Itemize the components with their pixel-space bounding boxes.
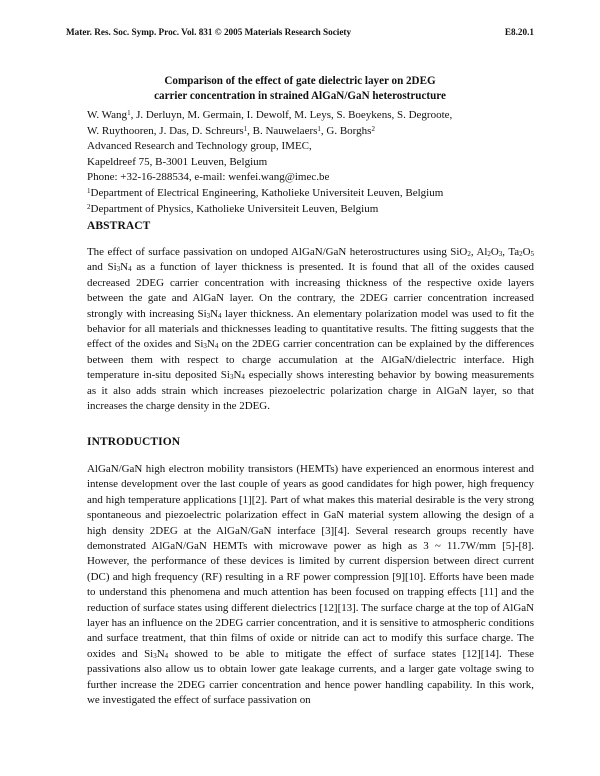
abstract-text: N <box>233 369 242 382</box>
abstract-heading: ABSTRACT <box>87 220 151 232</box>
abstract-text: O <box>490 246 499 258</box>
citation-line: Mater. Res. Soc. Symp. Proc. Vol. 831 © 2005 Materials Research Society <box>66 27 352 37</box>
affil-mark: 1 <box>127 109 131 117</box>
affil-mark: 1 <box>87 186 91 195</box>
address-line: Kapeldreef 75, B-3001 Leuven, Belgium <box>87 155 268 168</box>
affiliation-line: Advanced Research and Technology group, IMEC, <box>87 140 312 153</box>
subscript: 4 <box>128 265 132 274</box>
abstract-text: The effect of surface passivation on undoped AlGaN/GaN heterostructures using SiO <box>87 246 468 258</box>
subscript: 2 <box>487 250 491 258</box>
author-text: W. Ruythooren, J. Das, D. Schreurs <box>87 124 244 137</box>
introduction-heading: INTRODUCTION <box>87 436 181 448</box>
author-text: , B. Nauwelaers <box>247 124 318 137</box>
author-line-2 <box>87 124 540 140</box>
intro-text: showed to be able to mitigate the effect of surface states [12][14]. These passivations also allow us to obtain lower gate leakage currents, and a larger gate voltage swing to further increase the 2DEG carrier concentration and hence power handling capability. In this work, we investigated the effect of surface passivation on <box>87 647 534 707</box>
intro-text: AlGaN/GaN high electron mobility transistors (HEMTs) have experienced an enormous interest and intense development over the last couple of years as good candidates for high power, high frequency and high temperature applications [1][2]. Part of what makes this material desirable is the very strong spontaneous and piezoelectric polarization effect in GaN material system allowing the design of a high density 2DEG at the AlGaN/GaN interface [3][4]. Several research groups recently have demonstrated AlGaN/GaN HEMTs with microwave power as high as 3 ~ 11.7W/mm [5]-[8]. However, the performance of these devices is limited by current dispersion between direct current (DC) and high frequency (RF) resulting in a RF power compression [9][10]. Efforts have been made to understand this phenomena and much attention has been focused on trapping effects [11] and the reduction of surface states using different dielectrics [12][13]. The surface charge at the top of AlGaN layer has an influence on the 2DEG carrier concentration, and it is sensitive to atmospheric conditions and surface treatment, that thin films of oxide or nitride can act to modify this surface charge. The oxides and Si <box>87 463 534 660</box>
abstract-text: and Si <box>87 261 117 274</box>
abstract-text: N <box>210 307 219 320</box>
affil-text: Department of Electrical Engineering, Katholieke Universiteit Leuven, Belgium <box>90 186 444 199</box>
paper-id: E8.20.1 <box>504 27 534 37</box>
abstract-text: on the 2DEG carrier concentration can be explained by the differences between them with respect to charge accumulation at the AlGaN/dielectric interface. High temperature in-situ deposited Si <box>87 338 534 382</box>
title-line-1: Comparison of the effect of gate dielectric layer on 2DEG <box>164 75 436 87</box>
author-text: , G. Borghs <box>320 124 372 137</box>
subscript: 4 <box>241 373 245 382</box>
abstract-text: especially shows interesting behavior by bowing measurements as it also adds strain which increases piezoelectric polarization charge in AlGaN layer, so that increases the charge density in the 2DEG. <box>87 369 535 413</box>
paper-title <box>90 74 510 103</box>
subscript: 3 <box>153 651 157 660</box>
affil-mark: 2 <box>371 124 375 133</box>
affil-mark: 1 <box>243 124 248 133</box>
subscript: 5 <box>530 250 534 258</box>
affiliation-2 <box>87 202 540 218</box>
abstract-text: layer thickness. An elementary polarization model was used to fit the behavior for all materials and thicknesses leading to quantitative results. The fitting suggests that the effect of the oxides and Si <box>87 307 534 351</box>
author-block <box>87 108 540 217</box>
subscript: 2 <box>467 250 471 258</box>
subscript: 4 <box>214 342 219 351</box>
abstract-text: O <box>522 246 531 258</box>
title-line-2: carrier concentration in strained AlGaN/GaN heterostructure <box>154 89 446 102</box>
subscript: 3 <box>229 373 234 382</box>
subscript: 2 <box>519 250 523 258</box>
abstract-text: , Al <box>470 246 488 258</box>
running-header <box>66 27 534 37</box>
subscript: 3 <box>206 311 211 320</box>
introduction-paragraph <box>87 462 534 709</box>
abstract-text: as a function of layer thickness is presented. It is found that all of the oxides caused decreased 2DEG carrier concentration with increasing thickness of the respective oxide layers between the gate and AlGaN layer. On the contrary, the 2DEG carrier concentration increased strongly with increasing Si <box>87 261 534 320</box>
subscript: 4 <box>218 311 222 320</box>
author-text: , J. Derluyn, M. Germain, I. Dewolf, M. Leys, S. Boeykens, S. Degroote, <box>130 109 453 121</box>
subscript: 3 <box>498 250 503 258</box>
affil-mark: 2 <box>87 202 91 211</box>
contact-line: Phone: +32-16-288534, e-mail: wenfei.wang@imec.be <box>87 171 330 184</box>
subscript: 4 <box>164 651 169 660</box>
abstract-text: N <box>120 261 129 274</box>
affil-mark: 1 <box>317 124 321 133</box>
author-line-1 <box>87 108 540 124</box>
abstract-paragraph <box>87 245 534 414</box>
abstract-text: , Ta <box>502 246 520 258</box>
affil-text: Department of Physics, Katholieke Universiteit Leuven, Belgium <box>90 202 379 215</box>
intro-text: N <box>156 647 165 660</box>
subscript: 3 <box>116 265 121 274</box>
abstract-text: N <box>206 338 215 351</box>
author-text: W. Wang <box>87 109 128 121</box>
subscript: 3 <box>203 342 207 351</box>
affiliation-1 <box>87 186 540 202</box>
